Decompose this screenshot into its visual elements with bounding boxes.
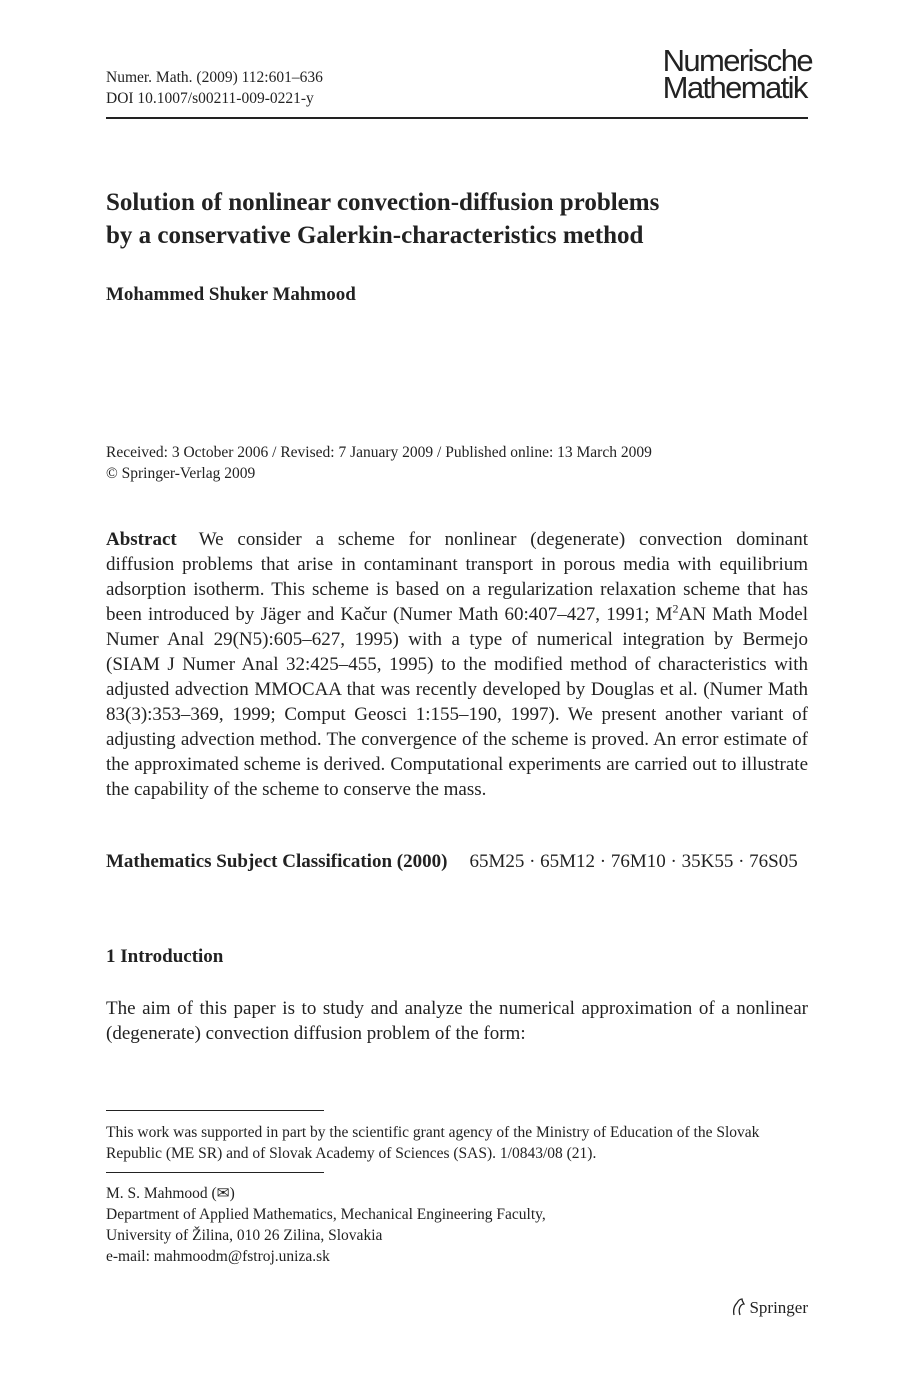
publisher-mark	[731, 1298, 808, 1318]
springer-horse-icon	[731, 1298, 745, 1316]
abstract-sup: 2	[672, 601, 679, 616]
header-rule	[106, 117, 808, 119]
address-univ: University of Žilina, 010 26 Zilina, Slovakia	[106, 1227, 383, 1244]
title-line2: by a conservative Galerkin-characteristics method	[106, 222, 644, 249]
author: Mohammed Shuker Mahmood	[106, 284, 356, 305]
abstract-text-2: AN Math Model Numer Anal 29(N5):605–627, 1995) with a type of numerical integration by Bermejo (SIAM J Numer Anal 32:425–455, 1995) to the modified method of characteristics with adjusted advection MMOCAA that was recently developed by Douglas et al. (Numer Math 83(3):353–369, 1999; Comput Geosci 1:155–190, 1997). We present another variant of adjusting advection method. The convergence of the scheme is proved. An error estimate of the approximated scheme is derived. Computational experiments are carried out to illustrate the capability of the scheme to conserve the mass.	[106, 604, 809, 800]
journal-info	[106, 67, 323, 109]
paper-title	[106, 186, 808, 252]
msc	[106, 849, 808, 874]
logo-line2: Mathematik	[662, 70, 807, 105]
journal-citation: Numer. Math. (2009) 112:601–636	[106, 69, 323, 86]
address-dept: Department of Applied Mathematics, Mechanical Engineering Faculty,	[106, 1206, 546, 1223]
copyright-line: © Springer-Verlag 2009	[106, 465, 256, 482]
author-address	[106, 1183, 546, 1267]
abstract	[106, 527, 808, 802]
title-line1: Solution of nonlinear convection-diffusion problems	[106, 189, 660, 216]
address-email: e-mail: mahmoodm@fstroj.uniza.sk	[106, 1248, 330, 1265]
dates	[106, 442, 652, 484]
abstract-text-1: We consider a scheme for nonlinear (degenerate) convection dominant diffusion problems that arise in contaminant transport in porous media with equilibrium adsorption isotherm. This scheme is based on a regularization relaxation scheme that has been introduced by Jäger and Kačur (Numer Math 60:407–427, 1991; M	[106, 529, 808, 625]
msc-label: Mathematics Subject Classification (2000)	[106, 851, 448, 872]
msc-codes: 65M25 · 65M12 · 76M10 · 35K55 · 76S05	[469, 851, 798, 872]
address-name: M. S. Mahmood (✉)	[106, 1185, 235, 1202]
section-heading: 1 Introduction	[106, 946, 224, 967]
logo-line1: Numerische	[662, 43, 812, 78]
footnote: This work was supported in part by the scientific grant agency of the Ministry of Education of the Slovak Republic (ME SR) and of Slovak Academy of Sciences (SAS). 1/0843/08 (21).	[106, 1124, 760, 1162]
footnote-rule	[106, 1110, 324, 1111]
abstract-label: Abstract	[106, 529, 177, 550]
journal-logo	[662, 43, 812, 105]
address-rule	[106, 1172, 324, 1173]
doi: DOI 10.1007/s00211-009-0221-y	[106, 90, 314, 107]
received-line: Received: 3 October 2006 / Revised: 7 January 2009 / Published online: 13 March 2009	[106, 444, 652, 461]
publisher-name: Springer	[749, 1298, 808, 1317]
intro-paragraph: The aim of this paper is to study and analyze the numerical approximation of a nonlinear (degenerate) convection diffusion problem of the form:	[106, 998, 808, 1044]
